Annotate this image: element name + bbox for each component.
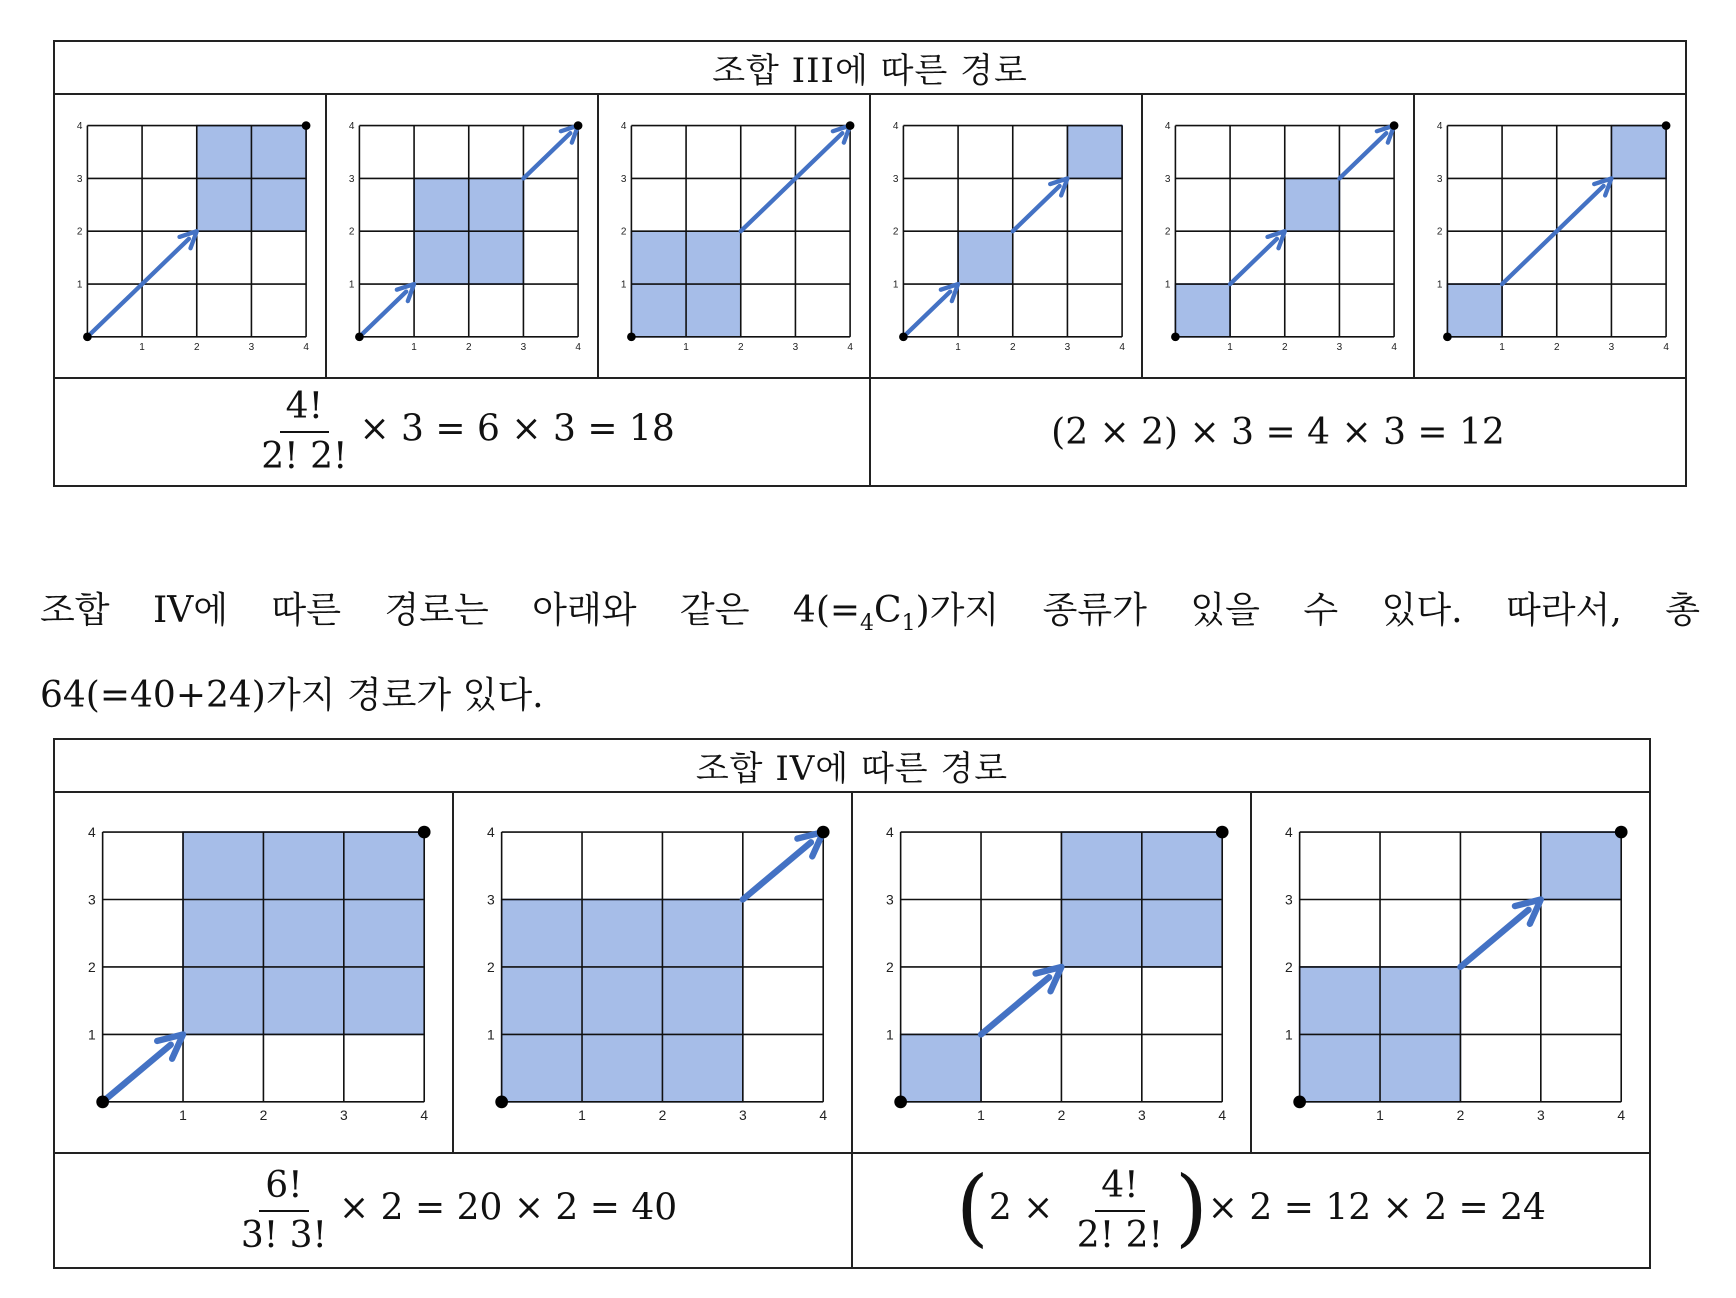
start-dot <box>495 1095 508 1108</box>
y-tick-label: 2 <box>885 958 894 975</box>
y-tick-label: 2 <box>1284 958 1293 975</box>
start-dot <box>96 1095 109 1108</box>
y-tick-label: 4 <box>1284 823 1293 840</box>
combination-sub-n: 4 <box>860 611 875 637</box>
x-tick-label: 3 <box>1536 1106 1545 1123</box>
x-tick-label: 2 <box>737 341 744 353</box>
end-dot <box>302 121 311 130</box>
y-tick-label: 2 <box>892 226 899 238</box>
x-tick-label: 2 <box>1009 341 1016 353</box>
y-tick-label: 3 <box>892 173 899 185</box>
y-tick-label: 3 <box>1284 891 1293 908</box>
x-tick-label: 3 <box>248 341 255 353</box>
shaded-cell <box>1285 178 1340 231</box>
fraction <box>1071 1166 1169 1255</box>
x-tick-label: 2 <box>1553 341 1560 353</box>
x-tick-label: 4 <box>303 341 309 353</box>
path-grid <box>871 95 1141 373</box>
x-tick-label: 4 <box>1663 341 1669 353</box>
shaded-cell <box>1541 832 1621 899</box>
y-tick-label: 1 <box>1284 1026 1293 1043</box>
formula-pre: 2 × <box>988 1187 1054 1229</box>
table4-formula-right <box>852 1153 1650 1268</box>
y-tick-label: 4 <box>76 121 83 133</box>
x-tick-label: 4 <box>1218 1106 1227 1123</box>
start-dot <box>1443 333 1452 342</box>
x-tick-label: 2 <box>1281 341 1288 353</box>
y-tick-label: 1 <box>348 279 355 291</box>
table-combination-4 <box>53 738 1651 1269</box>
shaded-cell <box>502 900 743 1102</box>
table4-formula-left <box>54 1153 852 1268</box>
fraction-denominator: 3! 3! <box>240 1214 327 1256</box>
combination-sub-r: 1 <box>901 611 916 637</box>
fraction-numerator: 4! <box>280 387 329 433</box>
y-tick-label: 1 <box>76 279 83 291</box>
paragraph <box>40 575 1700 732</box>
x-tick-label: 1 <box>139 341 145 353</box>
end-dot <box>1662 121 1671 130</box>
table3-formula-right: (2 × 2) × 3 = 4 × 3 = 12 <box>870 378 1686 486</box>
shaded-cell <box>183 832 424 1034</box>
shaded-cell <box>1175 284 1230 337</box>
path-grid <box>599 95 869 373</box>
path-arrow <box>359 292 406 337</box>
path-arrow <box>87 239 189 337</box>
start-dot <box>1293 1095 1306 1108</box>
y-tick-label: 1 <box>1436 279 1443 291</box>
path-arrow <box>103 1045 171 1102</box>
x-tick-label: 4 <box>420 1106 429 1123</box>
fraction-denominator: 2! 2! <box>261 436 348 477</box>
fraction <box>255 387 353 476</box>
shaded-cell <box>958 231 1013 284</box>
x-tick-label: 3 <box>1137 1106 1146 1123</box>
x-tick-label: 2 <box>1057 1106 1066 1123</box>
x-tick-label: 1 <box>977 1106 985 1123</box>
path-arrow <box>1013 186 1060 231</box>
x-tick-label: 2 <box>259 1106 268 1123</box>
y-tick-label: 4 <box>1436 121 1443 133</box>
path-arrow <box>1339 133 1386 178</box>
x-tick-label: 3 <box>1064 341 1071 353</box>
end-dot <box>1615 826 1628 839</box>
y-tick-label: 2 <box>1436 226 1443 238</box>
table3-title: 조합 III에 따른 경로 <box>54 41 1686 94</box>
y-tick-label: 2 <box>620 226 627 238</box>
path-arrow <box>1230 239 1277 284</box>
start-dot <box>627 333 636 342</box>
x-tick-label: 1 <box>1227 341 1233 353</box>
path-grid <box>55 793 452 1148</box>
y-tick-label: 2 <box>76 226 83 238</box>
y-tick-label: 4 <box>1164 121 1171 133</box>
shaded-cell <box>1067 126 1122 179</box>
y-tick-label: 2 <box>486 958 495 975</box>
x-tick-label: 3 <box>1336 341 1343 353</box>
start-dot <box>899 333 908 342</box>
left-paren: ( <box>956 1157 989 1256</box>
y-tick-label: 1 <box>892 279 899 291</box>
paragraph-text-b: )가지 종류가 있을 수 있다. 따라서, 총 <box>915 590 1700 631</box>
x-tick-label: 2 <box>658 1106 667 1123</box>
y-tick-label: 2 <box>348 226 355 238</box>
path-grid <box>55 95 325 373</box>
x-tick-label: 4 <box>1617 1106 1626 1123</box>
table3-formula-left <box>54 378 870 486</box>
end-dot <box>418 826 431 839</box>
x-tick-label: 4 <box>847 341 853 353</box>
fraction-denominator: 2! 2! <box>1076 1214 1163 1256</box>
y-tick-label: 4 <box>892 121 899 133</box>
x-tick-label: 4 <box>1119 341 1125 353</box>
end-dot <box>1216 826 1229 839</box>
x-tick-label: 2 <box>193 341 200 353</box>
y-tick-label: 4 <box>348 121 355 133</box>
path-arrow <box>741 133 843 231</box>
y-tick-label: 3 <box>87 891 96 908</box>
start-dot <box>83 333 92 342</box>
y-tick-label: 4 <box>87 823 96 840</box>
y-tick-label: 1 <box>486 1026 495 1043</box>
start-dot <box>355 333 364 342</box>
x-tick-label: 2 <box>1456 1106 1465 1123</box>
y-tick-label: 1 <box>620 279 627 291</box>
path-arrow <box>1460 910 1528 967</box>
path-grid <box>1252 793 1649 1148</box>
end-dot <box>574 121 583 130</box>
y-tick-label: 3 <box>1436 173 1443 185</box>
x-tick-label: 4 <box>575 341 581 353</box>
y-tick-label: 3 <box>76 173 83 185</box>
y-tick-label: 2 <box>87 958 96 975</box>
table4-title: 조합 IV에 따른 경로 <box>54 739 1650 792</box>
path-grid <box>454 793 851 1148</box>
y-tick-label: 2 <box>1164 226 1171 238</box>
x-tick-label: 1 <box>578 1106 586 1123</box>
path-arrow <box>743 842 811 899</box>
x-tick-label: 1 <box>179 1106 187 1123</box>
end-dot <box>1390 121 1399 130</box>
path-grid <box>1143 95 1413 373</box>
x-tick-label: 1 <box>955 341 961 353</box>
paragraph-line-1 <box>40 575 1700 660</box>
y-tick-label: 4 <box>620 121 627 133</box>
x-tick-label: 3 <box>1608 341 1615 353</box>
path-arrow <box>523 133 570 178</box>
y-tick-label: 1 <box>885 1026 894 1043</box>
x-tick-label: 1 <box>411 341 417 353</box>
y-tick-label: 3 <box>1164 173 1171 185</box>
paragraph-text-a: 조합 IV에 따른 경로는 아래와 같은 4(= <box>40 590 861 631</box>
formula-rest: × 3 = 6 × 3 = 18 <box>359 409 675 450</box>
formula-rest: × 2 = 20 × 2 = 40 <box>339 1187 678 1229</box>
combination-c: C <box>874 590 902 631</box>
path-arrow <box>981 977 1049 1034</box>
y-tick-label: 1 <box>1164 279 1171 291</box>
x-tick-label: 3 <box>339 1106 348 1123</box>
y-tick-label: 3 <box>885 891 894 908</box>
x-tick-label: 3 <box>738 1106 747 1123</box>
path-arrow <box>1502 186 1604 284</box>
start-dot <box>1171 333 1180 342</box>
path-grid <box>853 793 1250 1148</box>
end-dot <box>846 121 855 130</box>
path-grid <box>327 95 597 373</box>
x-tick-label: 1 <box>1499 341 1505 353</box>
fraction-numerator: 4! <box>1095 1166 1144 1212</box>
path-grid <box>1415 95 1685 373</box>
paragraph-line-2: 64(=40+24)가지 경로가 있다. <box>40 675 544 717</box>
right-paren: ) <box>1174 1157 1208 1256</box>
x-tick-label: 2 <box>465 341 472 353</box>
start-dot <box>894 1095 907 1108</box>
x-tick-label: 3 <box>520 341 527 353</box>
x-tick-label: 3 <box>792 341 799 353</box>
formula-rest: × 2 = 12 × 2 = 24 <box>1207 1187 1546 1229</box>
y-tick-label: 1 <box>87 1026 96 1043</box>
y-tick-label: 4 <box>885 823 894 840</box>
x-tick-label: 4 <box>819 1106 828 1123</box>
y-tick-label: 3 <box>620 173 627 185</box>
path-arrow <box>903 292 950 337</box>
shaded-cell <box>1611 126 1666 179</box>
table-combination-3 <box>53 40 1687 487</box>
x-tick-label: 1 <box>1376 1106 1384 1123</box>
end-dot <box>817 826 830 839</box>
x-tick-label: 4 <box>1391 341 1397 353</box>
fraction-numerator: 6! <box>259 1166 308 1212</box>
shaded-cell <box>901 1034 981 1101</box>
shaded-cell <box>1447 284 1502 337</box>
fraction <box>235 1166 333 1255</box>
y-tick-label: 4 <box>486 823 495 840</box>
x-tick-label: 1 <box>683 341 689 353</box>
y-tick-label: 3 <box>486 891 495 908</box>
y-tick-label: 3 <box>348 173 355 185</box>
